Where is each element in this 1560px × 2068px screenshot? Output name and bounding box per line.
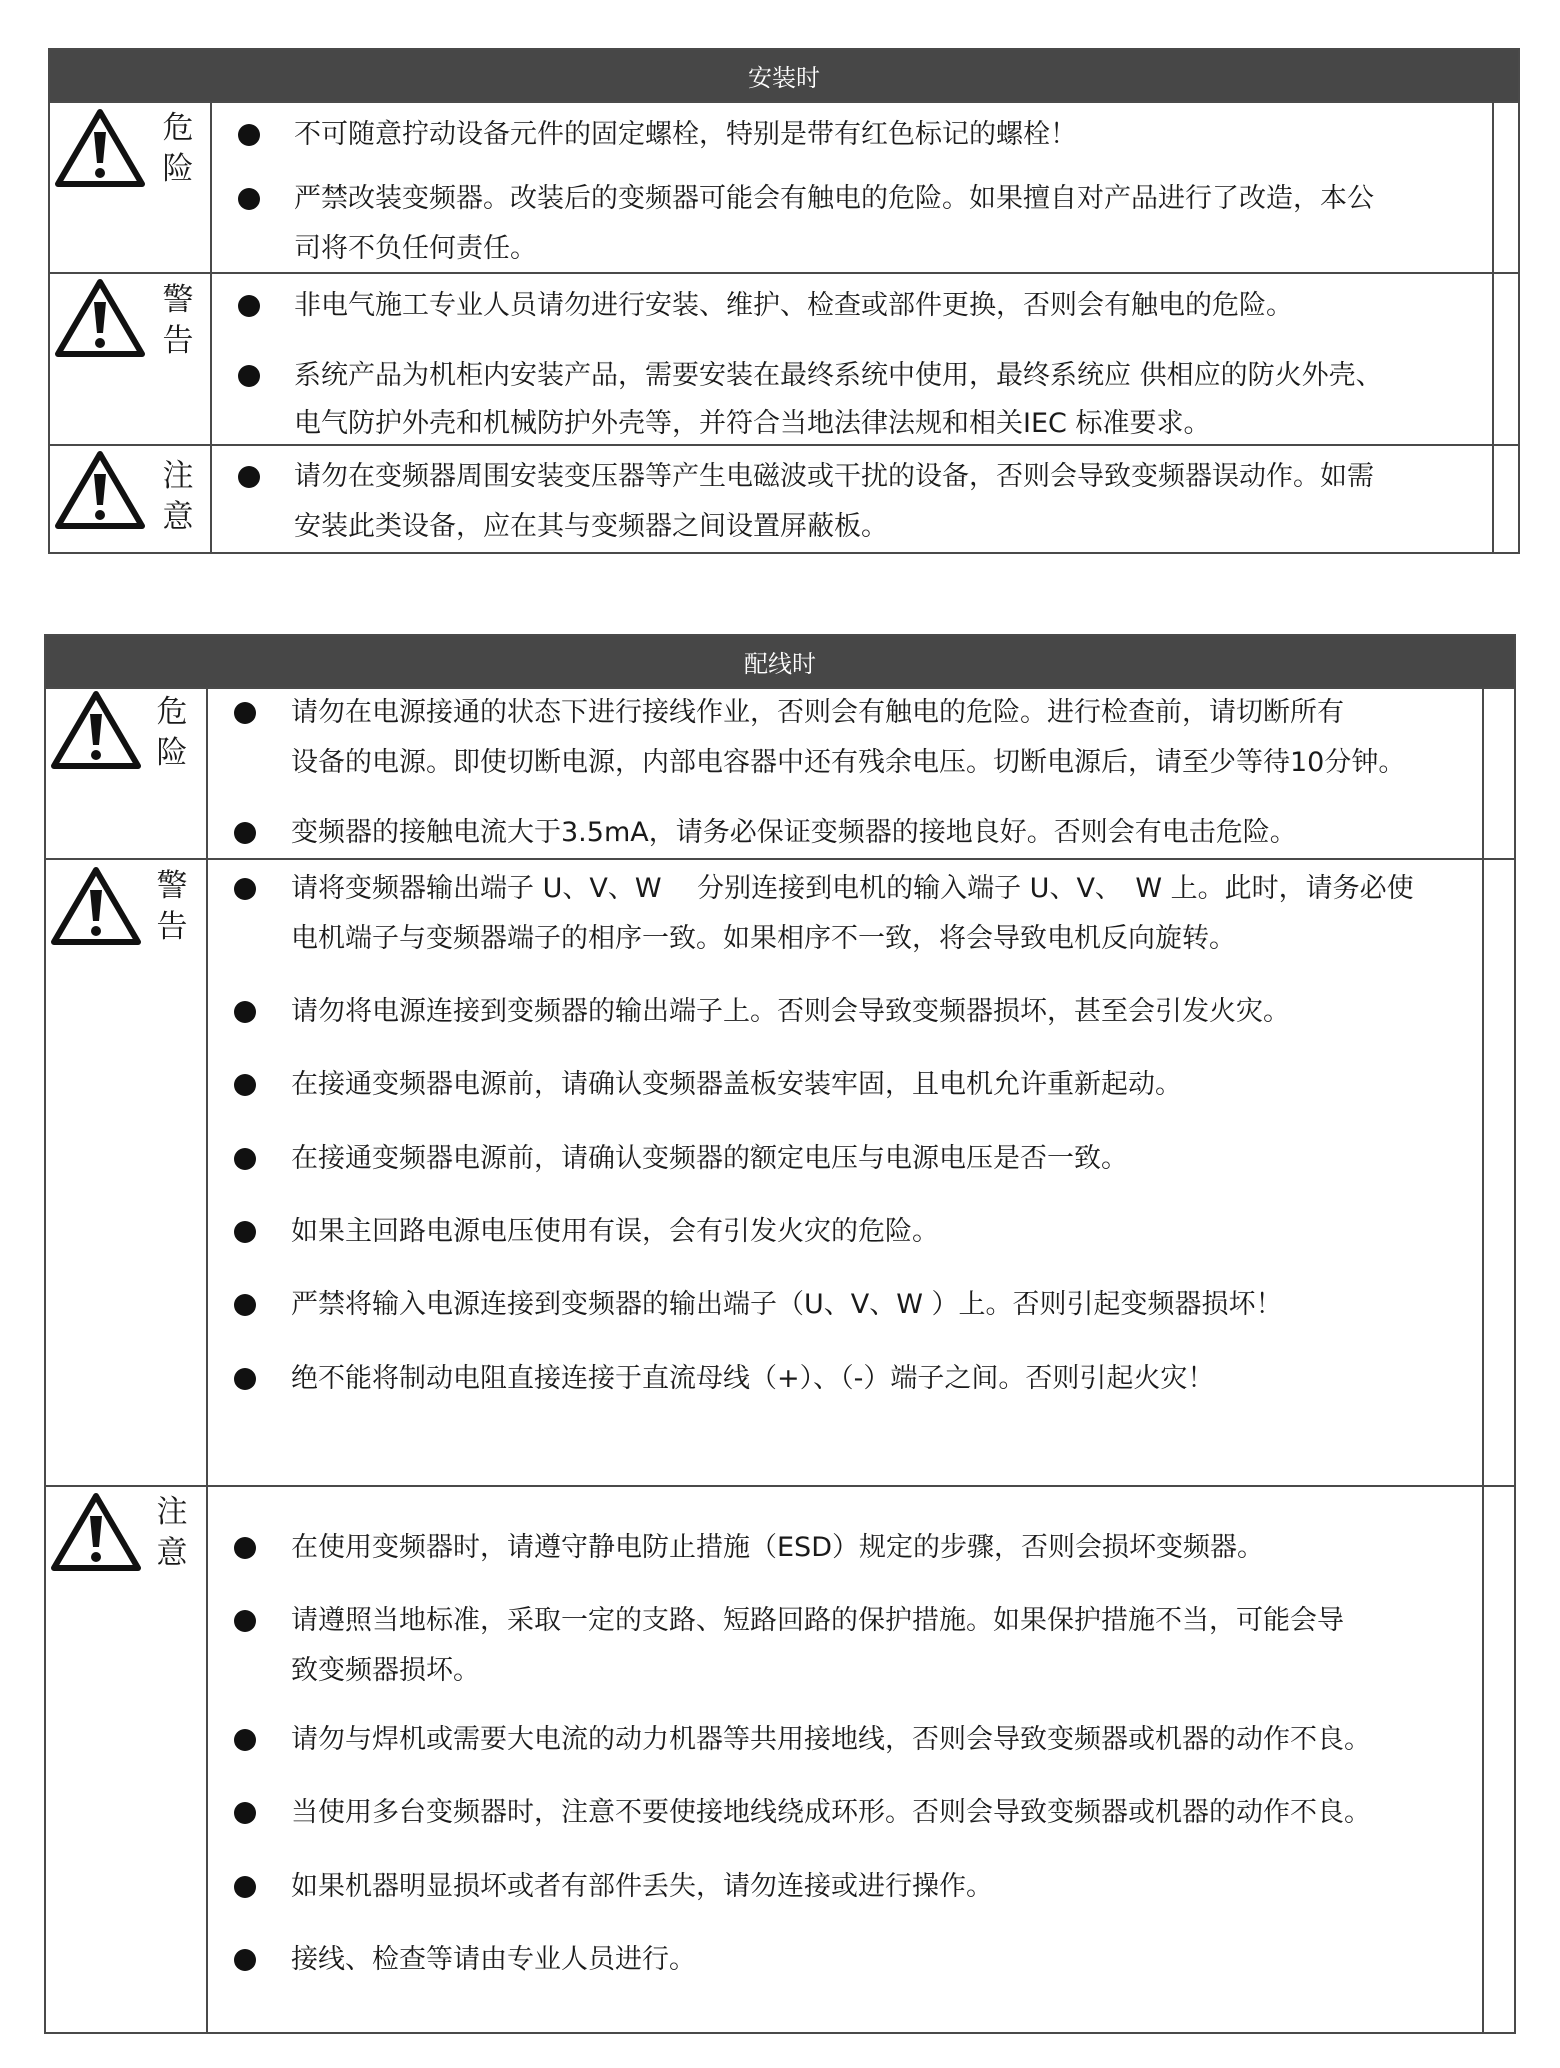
warning-triangle-icon (54, 450, 146, 530)
caution-label-top: 注 (156, 1494, 188, 1530)
list-item-continuation: 致变频器损坏。 (291, 1655, 480, 1686)
list-item: 请勿将电源连接到变频器的输出端子上。否则会导致变频器损坏，甚至会引发火灾。 (291, 996, 1290, 1027)
bullet-icon (234, 1001, 256, 1023)
list-item: 绝不能将制动电阻直接连接于直流母线（+）、（-）端子之间。否则引起火灾！ (291, 1363, 1215, 1394)
caution-label-bottom: 意 (162, 499, 194, 535)
right-margin-divider (1492, 101, 1494, 552)
column-divider (210, 101, 212, 552)
section-title: 配线时 (46, 636, 1514, 689)
list-item: 当使用多台变频器时，注意不要使接地线绕成环形。否则会导致变频器或机器的动作不良。 (291, 1797, 1371, 1828)
wiring-safety-table (44, 634, 1516, 2034)
danger-label-bottom: 险 (162, 151, 194, 187)
installation-safety-table (48, 48, 1520, 554)
list-item-continuation: 电机端子与变频器端子的相序一致。如果相序不一致，将会导致电机反向旋转。 (291, 923, 1236, 954)
bullet-icon (234, 878, 256, 900)
list-item-continuation: 电气防护外壳和机械防护外壳等，并符合当地法律法规和相关IEC 标准要求。 (294, 408, 1211, 439)
list-item: 严禁改装变频器。改装后的变频器可能会有触电的危险。如果擅自对产品进行了改造，本公 (294, 183, 1374, 214)
bullet-icon (234, 1368, 256, 1390)
row-divider (46, 1485, 1514, 1487)
bullet-icon (238, 124, 260, 146)
list-item: 请勿在电源接通的状态下进行接线作业，否则会有触电的危险。进行检查前，请切断所有 (291, 697, 1344, 728)
list-item: 系统产品为机柜内安装产品，需要安装在最终系统中使用，最终系统应 供相应的防火外壳、 (294, 360, 1383, 391)
danger-label-top: 危 (162, 110, 194, 146)
warning-label-bottom: 告 (162, 323, 194, 359)
bullet-icon (238, 188, 260, 210)
bullet-icon (234, 1729, 256, 1751)
list-item: 在接通变频器电源前，请确认变频器盖板安装牢固，且电机允许重新起动。 (291, 1069, 1182, 1100)
list-item: 请勿与焊机或需要大电流的动力机器等共用接地线，否则会导致变频器或机器的动作不良。 (291, 1724, 1371, 1755)
list-item: 在接通变频器电源前，请确认变频器的额定电压与电源电压是否一致。 (291, 1143, 1128, 1174)
list-item-continuation: 设备的电源。即使切断电源，内部电容器中还有残余电压。切断电源后，请至少等待10分钟。 (291, 747, 1406, 778)
bullet-icon (234, 702, 256, 724)
column-divider (206, 687, 208, 2032)
list-item-continuation: 司将不负任何责任。 (294, 233, 537, 264)
warning-label-top: 警 (156, 868, 188, 904)
list-item: 在使用变频器时，请遵守静电防止措施（ESD）规定的步骤，否则会损坏变频器。 (291, 1532, 1264, 1563)
bullet-icon (234, 1876, 256, 1898)
bullet-icon (234, 1802, 256, 1824)
list-item: 请勿在变频器周围安装变压器等产生电磁波或干扰的设备，否则会导致变频器误动作。如需 (294, 461, 1374, 492)
caution-label-top: 注 (162, 458, 194, 494)
bullet-icon (234, 822, 256, 844)
warning-label-top: 警 (162, 282, 194, 318)
bullet-icon (234, 1221, 256, 1243)
list-item-continuation: 安装此类设备，应在其与变频器之间设置屏蔽板。 (294, 511, 888, 542)
warning-triangle-icon (50, 1492, 142, 1572)
list-item: 严禁将输入电源连接到变频器的输出端子（U、V、W ）上。否则引起变频器损坏！ (291, 1289, 1283, 1320)
list-item: 请遵照当地标准，采取一定的支路、短路回路的保护措施。如果保护措施不当，可能会导 (291, 1605, 1344, 1636)
danger-label-top: 危 (156, 694, 188, 730)
list-item: 请将变频器输出端子 U、V、W 分别连接到电机的输入端子 U、V、 W 上。此时，请务必使 (291, 873, 1414, 904)
list-item: 接线、检查等请由专业人员进行。 (291, 1944, 696, 1975)
bullet-icon (238, 295, 260, 317)
right-margin-divider (1482, 687, 1484, 2032)
warning-triangle-icon (54, 278, 146, 358)
bullet-icon (234, 1949, 256, 1971)
bullet-icon (234, 1537, 256, 1559)
section-title: 安装时 (50, 50, 1518, 103)
bullet-icon (234, 1610, 256, 1632)
bullet-icon (234, 1294, 256, 1316)
list-item: 非电气施工专业人员请勿进行安装、维护、检查或部件更换，否则会有触电的危险。 (294, 290, 1293, 321)
list-item: 如果机器明显损坏或者有部件丢失，请勿连接或进行操作。 (291, 1871, 993, 1902)
warning-triangle-icon (50, 866, 142, 946)
bullet-icon (234, 1148, 256, 1170)
bullet-icon (238, 365, 260, 387)
row-divider (46, 858, 1514, 860)
row-divider (50, 272, 1518, 274)
warning-triangle-icon (54, 108, 146, 188)
list-item: 变频器的接触电流大于3.5mA，请务必保证变频器的接地良好。否则会有电击危险。 (291, 817, 1297, 848)
danger-label-bottom: 险 (156, 735, 188, 771)
list-item: 如果主回路电源电压使用有误，会有引发火灾的危险。 (291, 1216, 939, 1247)
warning-triangle-icon (50, 690, 142, 770)
bullet-icon (238, 466, 260, 488)
caution-label-bottom: 意 (156, 1535, 188, 1571)
bullet-icon (234, 1074, 256, 1096)
list-item: 不可随意拧动设备元件的固定螺栓，特别是带有红色标记的螺栓！ (294, 119, 1077, 150)
warning-label-bottom: 告 (156, 909, 188, 945)
